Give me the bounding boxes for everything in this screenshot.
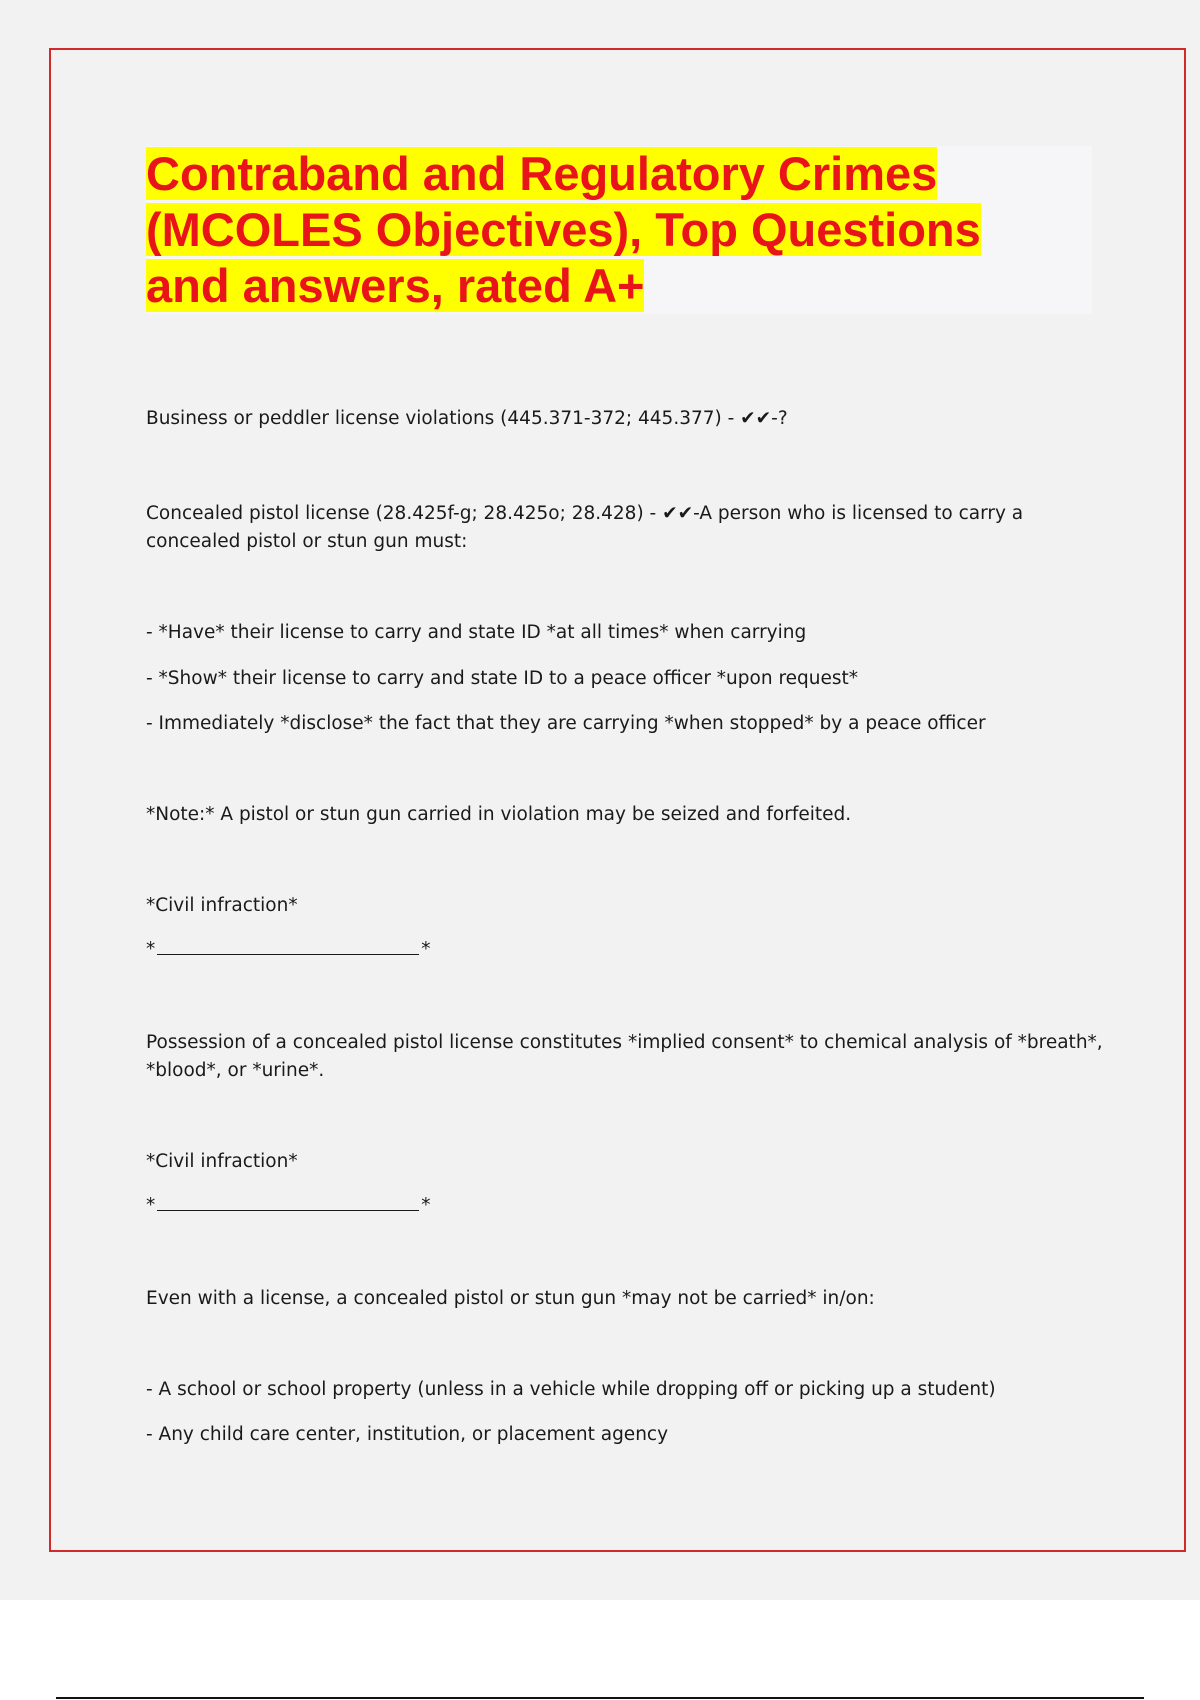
blank-line [157,940,419,955]
answer-blank [146,1192,431,1220]
must-item-show: - *Show* their license to carry and state ID to a peace officer *upon request* [146,668,859,689]
blank-marker: * [421,939,431,960]
page-separator-line [56,1697,1144,1699]
implied-consent-text: Possession of a concealed pistol license constitutes *implied consent* to chemical analysis of *breath*, [146,1032,1103,1053]
blank-marker: * [146,939,156,960]
blank-marker: * [146,1195,156,1216]
blank-marker: * [421,1195,431,1216]
title-line: and answers, rated A+ [146,259,645,312]
blank-line [157,1196,419,1211]
implied-consent-text-cont: *blood*, or *urine*. [146,1060,325,1081]
must-item-disclose: - Immediately *disclose* the fact that they are carrying *when stopped* by a peace officer [146,713,986,734]
prohibited-place-childcare: - Any child care center, institution, or placement agency [146,1424,669,1445]
concealed-pistol-question-cont: concealed pistol or stun gun must: [146,531,468,552]
civil-infraction-label: *Civil infraction* [146,1151,298,1172]
answer-blank [146,936,431,964]
title-line: Contraband and Regulatory Crimes [146,147,938,200]
business-license-question: Business or peddler license violations (445.371-372; 445.377) - ✔✔-? [146,408,788,429]
document-title [146,146,1092,314]
civil-infraction-label: *Civil infraction* [146,895,298,916]
concealed-pistol-question: Concealed pistol license (28.425f-g; 28.425o; 28.428) - ✔✔-A person who is licensed to carry a [146,503,1024,524]
may-not-carry-text: Even with a license, a concealed pistol or stun gun *may not be carried* in/on: [146,1288,875,1309]
title-line: (MCOLES Objectives), Top Questions [146,203,981,256]
note-text: *Note:* A pistol or stun gun carried in violation may be seized and forfeited. [146,804,852,825]
title-block [146,146,1092,314]
must-item-have: - *Have* their license to carry and state ID *at all times* when carrying [146,622,807,643]
prohibited-place-school: - A school or school property (unless in a vehicle while dropping off or picking up a student) [146,1379,996,1400]
